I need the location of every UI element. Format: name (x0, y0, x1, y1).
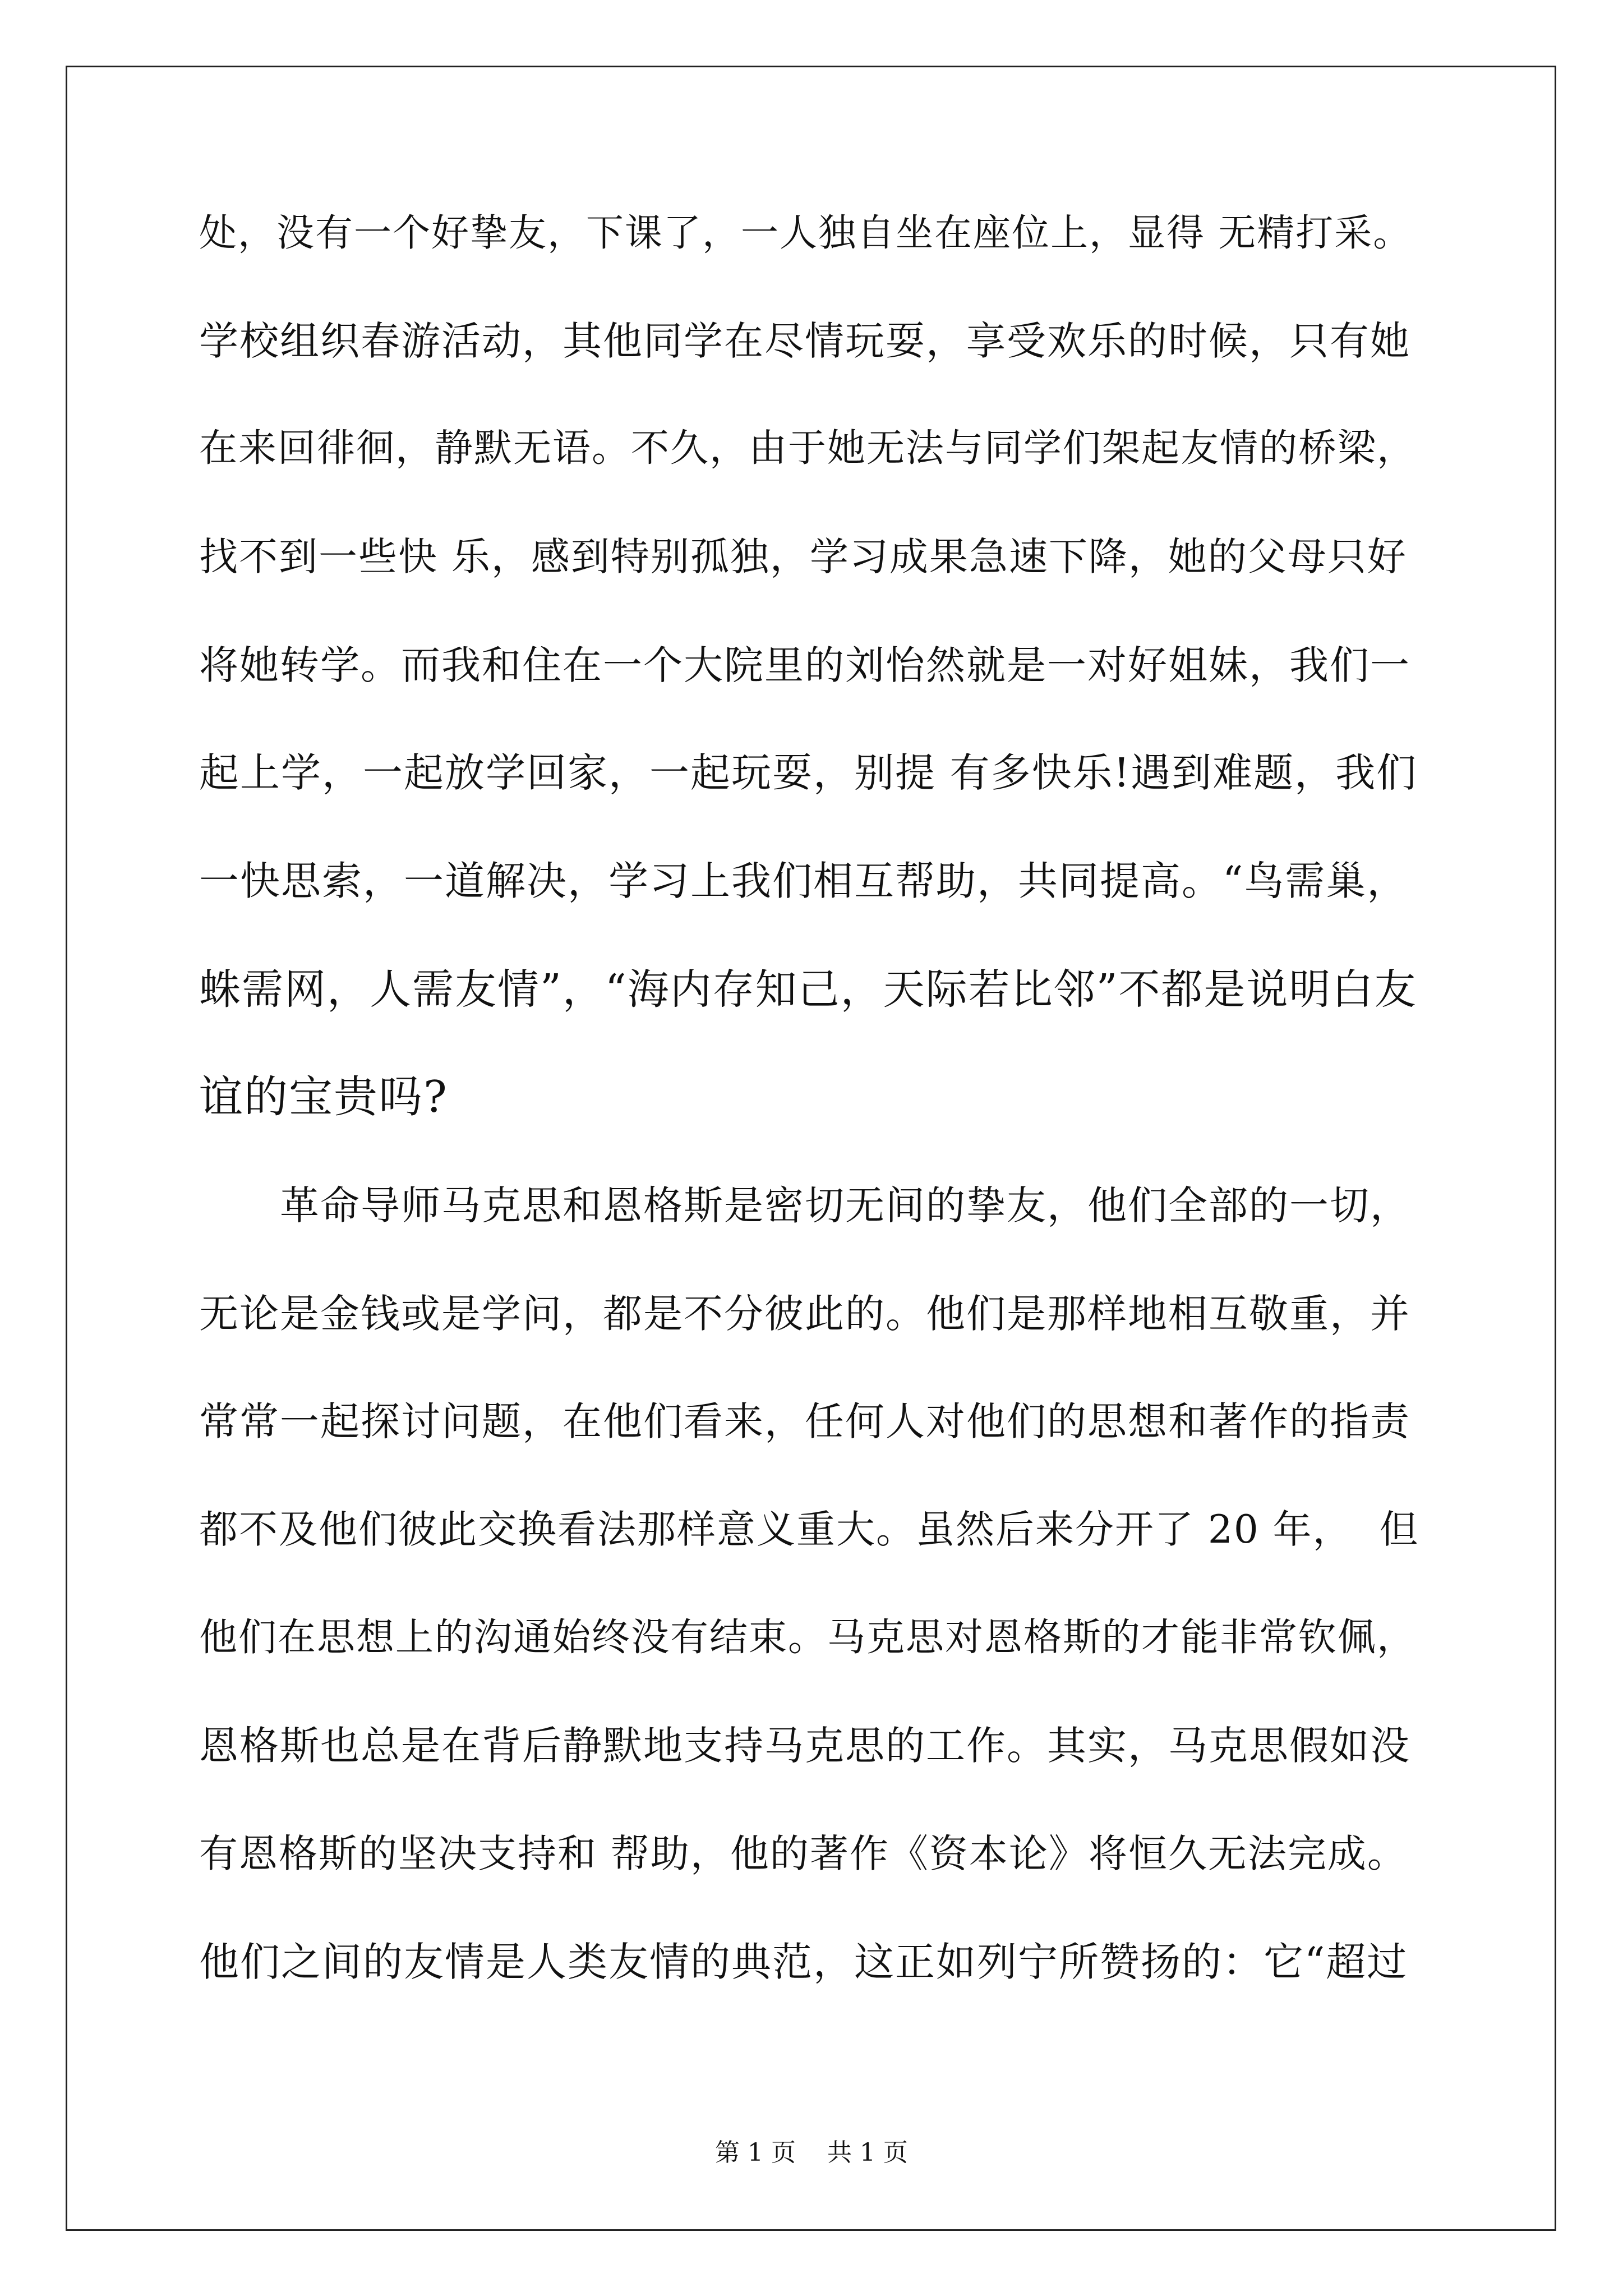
text-line-4: 找不到一些快 乐，感到特别孤独，学习成果急速下降，她的父母只好 (199, 535, 1407, 579)
text-line-17: 他们之间的友情是人类友情的典范，这正如列宁所赞扬的：它“超过 (199, 1939, 1408, 1985)
text-line-11: 无论是金钱或是学问，都是不分彼此的。他们是那样地相互敬重，并 (199, 1291, 1410, 1337)
text-line-7: 一快思索，一道解决，学习上我们相互帮助，共同提高。“鸟需巢， (199, 858, 1408, 904)
page-border (66, 66, 1556, 2231)
text-line-10: 革命导师马克思和恩格斯是密切无间的挚友，他们全部的一切， (199, 1182, 1410, 1228)
page-footer: 第 1 页 共 1 页 (715, 2138, 908, 2167)
text-line-5: 将她转学。而我和住在一个大院里的刘怡然就是一对好姐妹，我们一 (199, 642, 1410, 688)
text-line-16: 有恩格斯的坚决支持和 帮助，他的著作《资本论》将恒久无法完成。 (199, 1832, 1407, 1876)
text-line-13: 都不及他们彼此交换看法那样意义重大。虽然后来分开了 20 年， 但 (199, 1507, 1419, 1552)
text-line-6: 起上学，一起放学回家，一起玩耍，别提 有多快乐!遇到难题，我们 (199, 749, 1418, 796)
text-line-9: 谊的宝贵吗? (199, 1072, 448, 1122)
text-line-14: 他们在思想上的沟通始终没有结束。马克思对恩格斯的才能非常钦佩， (199, 1616, 1417, 1660)
text-line-2: 学校组织春游活动，其他同学在尽情玩耍，享受欢乐的时候，只有她 (199, 318, 1410, 364)
text-line-8: 蛛需网，人需友情”，“海内存知己，天际若比邻”不都是说明白友 (199, 965, 1417, 1014)
text-line-3: 在来回徘徊，静默无语。不久，由于她无法与同学们架起友情的桥梁， (199, 426, 1417, 471)
text-line-12: 常常一起探讨问题，在他们看来，任何人对他们的思想和著作的指责 (199, 1398, 1410, 1444)
text-line-1: 处，没有一个好挚友，下课了，一人独自坐在座位上，显得 无精打采。 (199, 211, 1412, 255)
text-line-15: 恩格斯也总是在背后静默地支持马克思的工作。其实，马克思假如没 (199, 1723, 1410, 1769)
